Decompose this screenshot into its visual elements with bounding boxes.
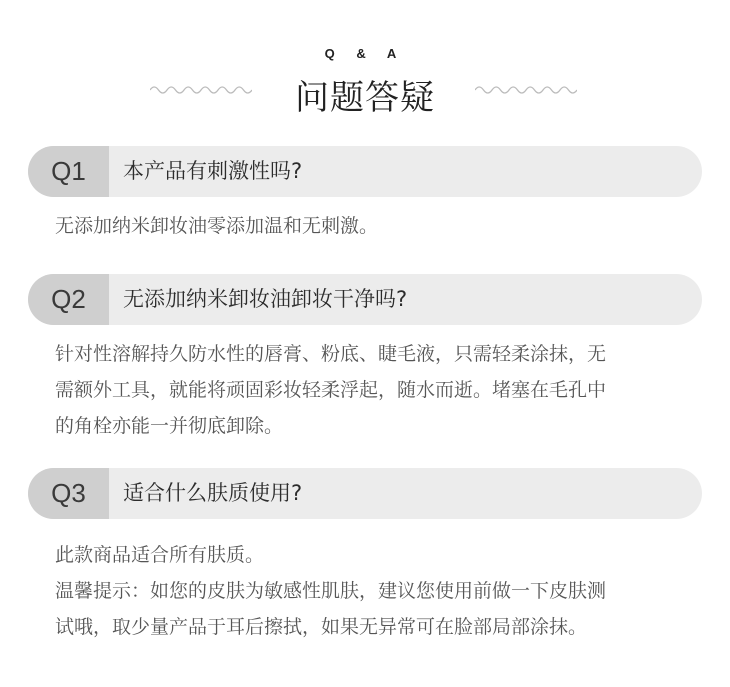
question-text: 无添加纳米卸妆油卸妆干净吗? [123,287,408,311]
answer-block-1 [55,208,705,244]
question-text: 本产品有刺激性吗? [123,159,303,183]
eyebrow-label: Q & A [324,46,406,61]
answer-line: 需额外工具，就能将顽固彩妆轻柔浮起，随水而逝。堵塞在毛孔中 [55,379,607,401]
answer-line: 试哦，取少量产品于耳后擦拭，如果无异常可在脸部局部涂抹。 [55,616,588,638]
question-bar-1 [28,146,702,197]
answer-block-3 [55,537,705,645]
answer-line: 的角栓亦能一并彻底卸除。 [55,415,284,437]
wave-divider-right [475,83,577,97]
answer-line: 无添加纳米卸妆油零添加温和无刺激。 [55,215,379,237]
answer-block-2 [55,336,705,444]
question-number: Q2 [28,274,109,325]
question-bar-2 [28,274,702,325]
question-text: 适合什么肤质使用? [123,481,303,505]
answer-line: 此款商品适合所有肤质。 [55,544,265,566]
qa-header [0,0,730,130]
answer-line: 温馨提示：如您的皮肤为敏感性肌肤，建议您使用前做一下皮肤测 [55,580,607,602]
question-number: Q3 [28,468,109,519]
question-bar-3 [28,468,702,519]
question-number: Q1 [28,146,109,197]
answer-line: 针对性溶解持久防水性的唇膏、粉底、睫毛液，只需轻柔涂抹，无 [55,343,607,365]
page-title: 问题答疑 [295,78,435,118]
